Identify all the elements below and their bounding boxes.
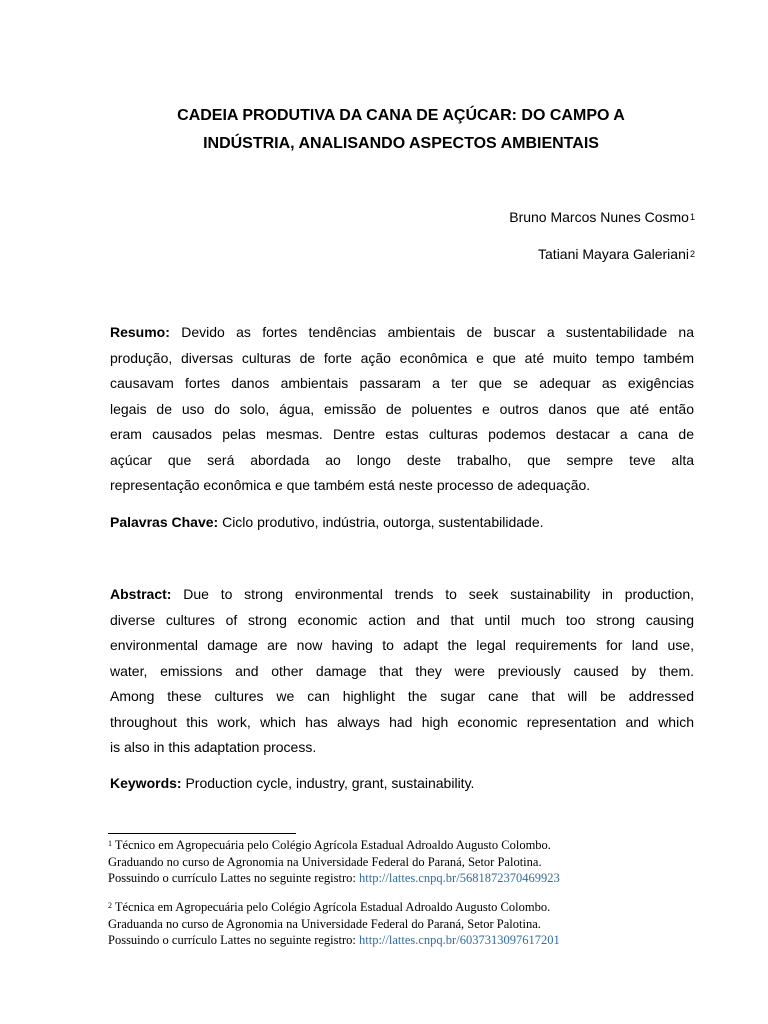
author-1 bbox=[509, 209, 695, 225]
resumo-paragraph bbox=[110, 320, 694, 499]
abstract-line: Among these cultures we can highlight the sugar cane that will be addressed bbox=[110, 688, 694, 704]
author-2 bbox=[538, 246, 695, 262]
abstract-line: environmental damage are now having to adapt the legal requirements for land use, bbox=[110, 637, 694, 653]
resumo-line: Resumo: Devido as fortes tendências ambientais de buscar a sustentabilidade na bbox=[110, 324, 694, 340]
abstract-line: diverse cultures of strong economic action and that until much too strong causing bbox=[110, 611, 694, 628]
resumo-line: açúcar que será abordada ao longo deste trabalho, que sempre teve alta bbox=[110, 451, 694, 468]
keywords bbox=[110, 771, 694, 797]
lattes-link[interactable]: http://lattes.cnpq.br/6037313097617201 bbox=[359, 933, 560, 947]
resumo-line: causavam fortes danos ambientais passaram a ter que se adequar as exigências bbox=[110, 375, 694, 391]
lattes-link[interactable]: http://lattes.cnpq.br/5681872370469923 bbox=[359, 871, 560, 885]
abstract-paragraph bbox=[110, 582, 694, 761]
resumo-line: produção, diversas culturas de forte ação econômica e que até muito tempo também bbox=[110, 349, 694, 366]
abstract-line: water, emissions and other damage that they were previously caused by them. bbox=[110, 662, 694, 679]
abstract-label: Abstract: bbox=[110, 586, 172, 602]
keywords-text: Production cycle, industry, grant, sustainability. bbox=[181, 775, 475, 791]
resumo-label: Resumo: bbox=[110, 324, 170, 340]
footnote-mark: 2 bbox=[108, 901, 112, 910]
footnote-1: $^1$ Técnico em Agropecuária pelo Colégio Agrícola Estadual Adroaldo Augusto Colombo. Graduando no curso de Agronomia na Universidade Federal do Paraná, Setor Palotina. Possuindo o currículo Lattes no seguinte registro: http://lattes.cnpq.br/5681872370469923 bbox=[108, 838, 560, 885]
resumo-line: eram causados pelas mesmas. Dentre estas culturas podemos destacar a cana de bbox=[110, 426, 694, 442]
title-line-2: INDÚSTRIA, ANALISANDO ASPECTOS AMBIENTAIS bbox=[203, 135, 599, 152]
paper-title bbox=[100, 102, 702, 158]
palavras-chave bbox=[110, 510, 694, 536]
keywords-label: Keywords: bbox=[110, 775, 182, 791]
footnote-divider bbox=[108, 833, 296, 834]
author-name: Tatiani Mayara Galeriani bbox=[538, 246, 689, 262]
palavras-chave-label: Palavras Chave: bbox=[110, 514, 219, 530]
author-footnote-mark: 2 bbox=[689, 249, 695, 259]
abstract-line: Abstract: Due to strong environmental trends to seek sustainability in production, bbox=[110, 586, 694, 602]
resumo-line: legais de uso do solo, água, emissão de poluentes e outros danos que até então bbox=[110, 400, 694, 417]
author-name: Bruno Marcos Nunes Cosmo bbox=[509, 209, 689, 225]
footnote-mark: 1 bbox=[108, 839, 112, 848]
footnote-2: $^2$ Técnica em Agropecuária pelo Colégio Agrícola Estadual Adroaldo Augusto Colombo. Graduanda no curso de Agronomia na Universidade Federal do Paraná, Setor Palotina. Possuindo o currículo Lattes no seguinte registro: http://lattes.cnpq.br/6037313097617201 bbox=[108, 900, 560, 947]
resumo-line: representação econômica e que também está neste processo de adequação. bbox=[110, 477, 591, 493]
author-footnote-mark: 1 bbox=[689, 212, 695, 222]
abstract-line: throughout this work, which has always had high economic representation and which bbox=[110, 713, 694, 730]
palavras-chave-text: Ciclo produtivo, indústria, outorga, sustentabilidade. bbox=[218, 514, 544, 530]
abstract-line: is also in this adaptation process. bbox=[110, 739, 317, 755]
title-line-1: CADEIA PRODUTIVA DA CANA DE AÇÚCAR: DO CAMPO A bbox=[177, 107, 625, 124]
